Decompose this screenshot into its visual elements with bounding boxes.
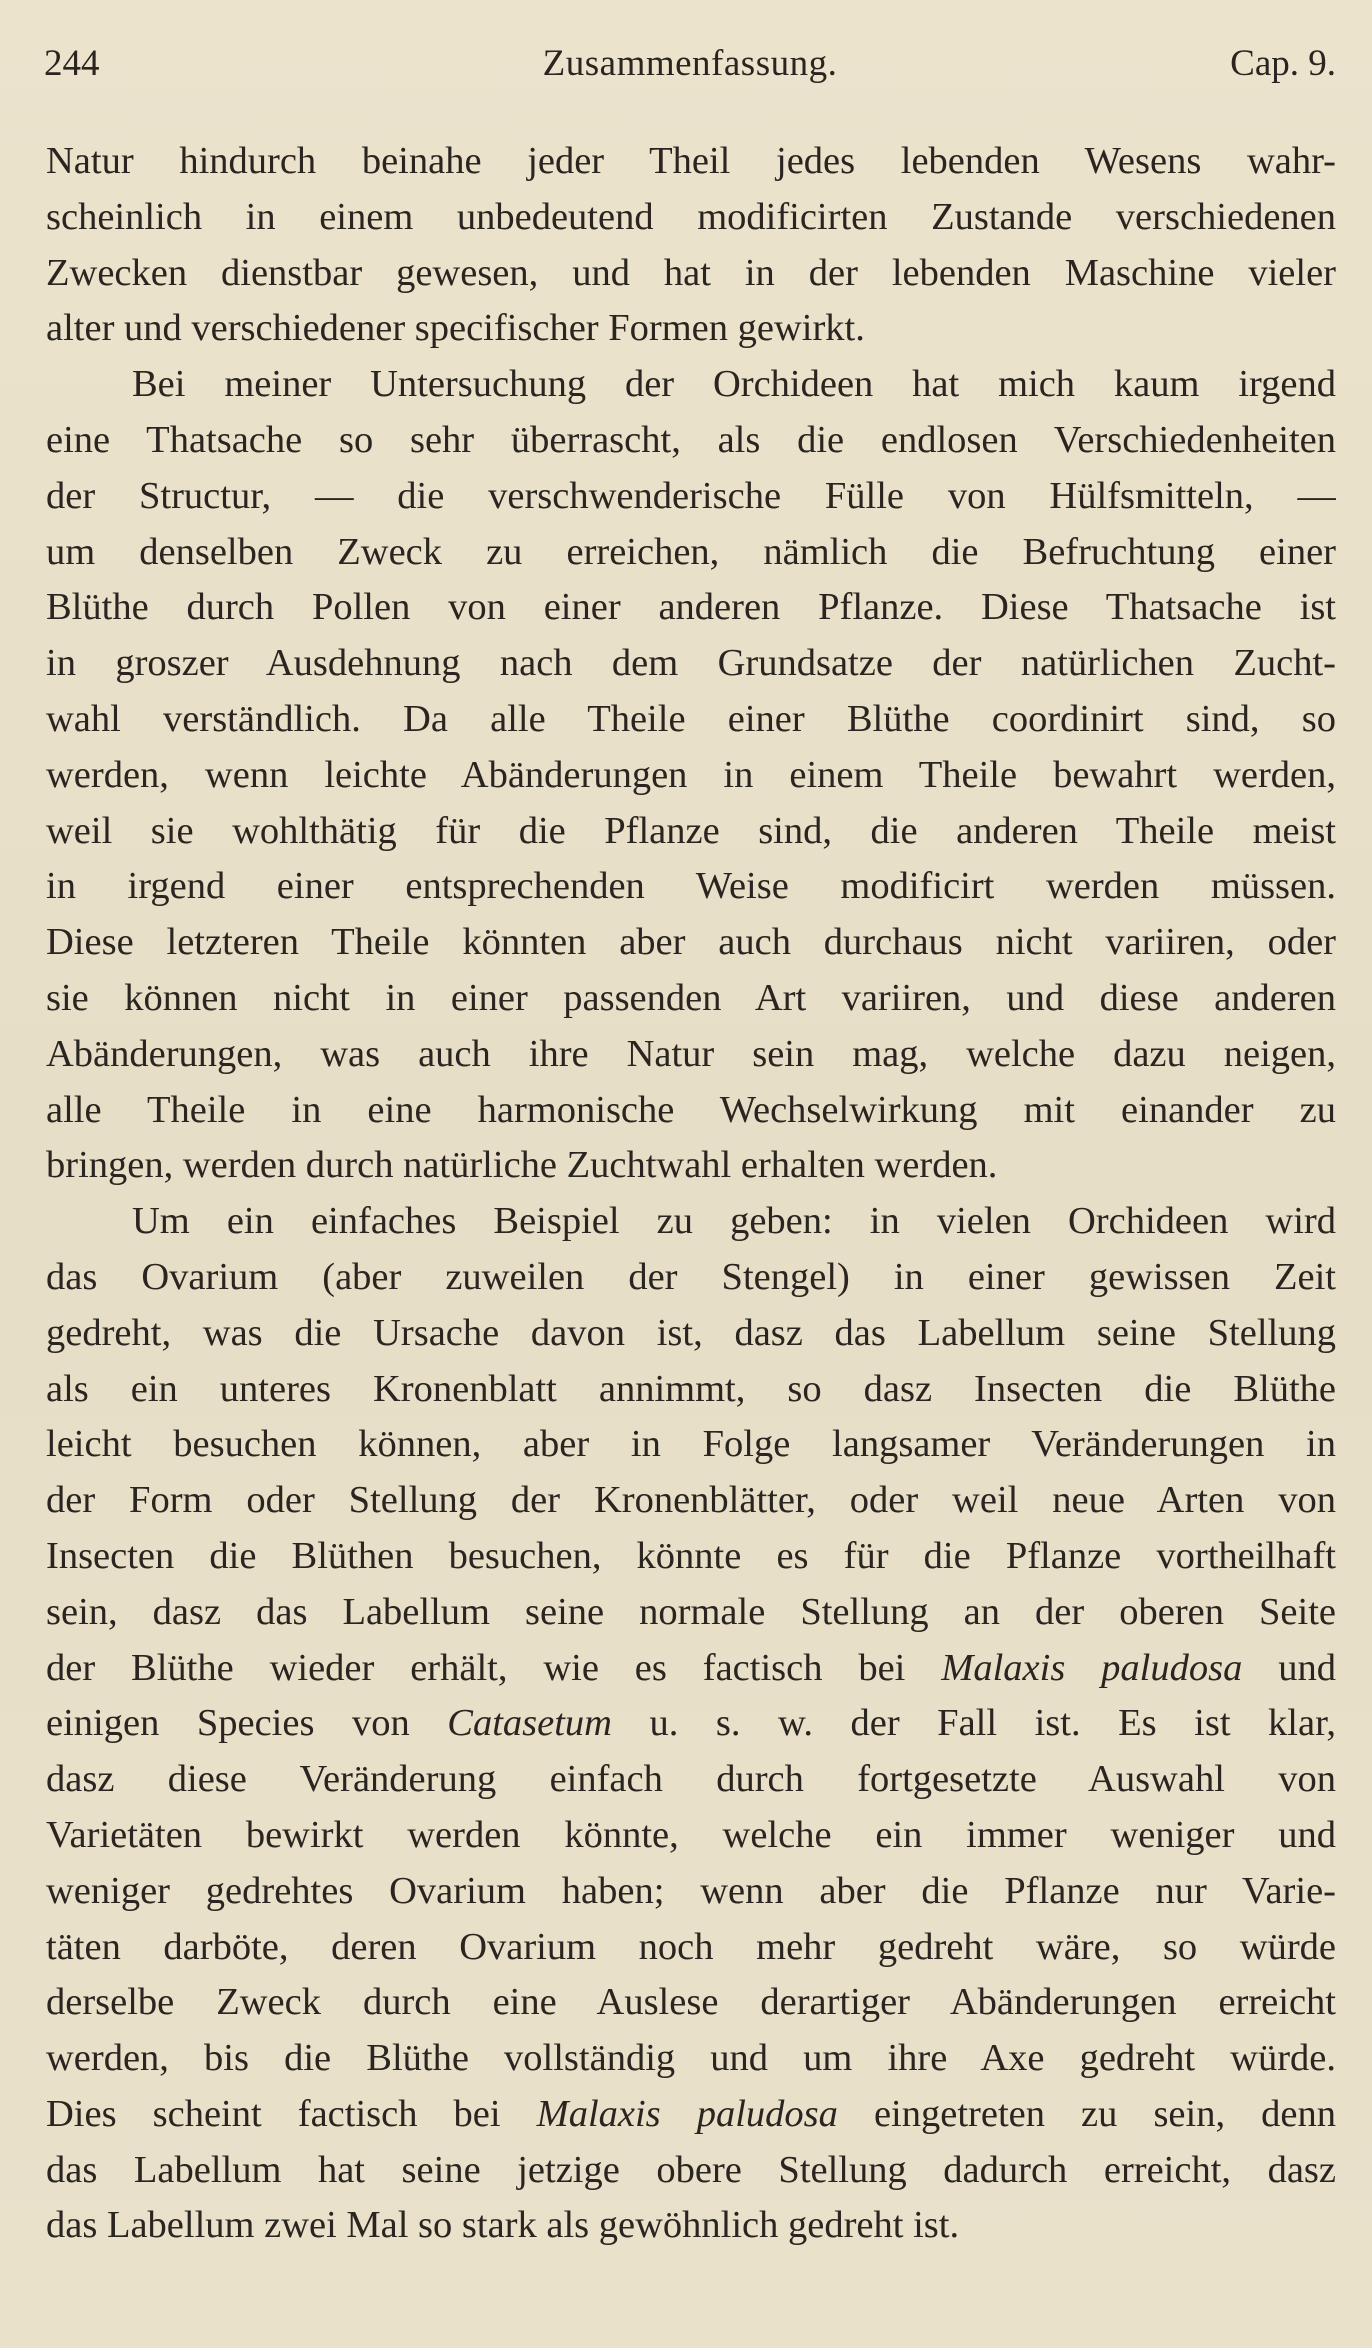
text-line: wahl verständlich. Da alle Theile einer Blüthe coordinirt sind, so: [46, 697, 1336, 740]
text-run: einigen Species von: [46, 1702, 448, 1745]
text-line: [46, 1696, 1336, 1752]
text-run: der Blüthe wieder erhält, wie es factisch bei: [46, 1646, 942, 1689]
page-number: 244: [44, 43, 100, 84]
text-line: in irgend einer entsprechenden Weise modificirt werden müssen.: [46, 865, 1336, 908]
text-line: [46, 1641, 1336, 1697]
text-line: der Form oder Stellung der Kronenblätter, oder weil neue Arten von: [46, 1479, 1336, 1522]
text-line: weil sie wohlthätig für die Pflanze sind, die anderen Theile meist: [46, 809, 1336, 852]
text-line: Insecten die Blüthen besuchen, könnte es für die Pflanze vortheilhaft: [46, 1534, 1336, 1577]
text-line: alle Theile in eine harmonische Wechselwirkung mit einander zu: [46, 1088, 1336, 1131]
text-line: scheinlich in einem unbedeutend modificirten Zustande verschiedenen: [46, 195, 1336, 238]
text-run: u. s. w. der Fall ist. Es ist klar,: [611, 1702, 1336, 1745]
text-line: täten darböte, deren Ovarium noch mehr gedreht wäre, so würde: [46, 1925, 1336, 1968]
text-line: Diese letzteren Theile könnten aber auch durchaus nicht variiren, oder: [46, 921, 1336, 964]
text-line: [46, 2087, 1336, 2143]
text-line: als ein unteres Kronenblatt annimmt, so dasz Insecten die Blüthe: [46, 1367, 1336, 1410]
text-line: Bei meiner Untersuchung der Orchideen hat mich kaum irgend: [132, 363, 1336, 406]
text-line: das Labellum hat seine jetzige obere Stellung dadurch erreicht, dasz: [46, 2148, 1336, 2191]
genus-name: Catasetum: [447, 1702, 612, 1745]
text-line: leicht besuchen können, aber in Folge langsamer Veränderungen in: [46, 1423, 1336, 1466]
text-line: sie können nicht in einer passenden Art variiren, und diese anderen: [46, 976, 1336, 1019]
text-line: der Structur, — die verschwenderische Fülle von Hülfsmitteln, —: [46, 474, 1336, 517]
text-line: Varietäten bewirkt werden könnte, welche ein immer weniger und: [46, 1813, 1336, 1856]
text-line: Zwecken dienstbar gewesen, und hat in der lebenden Maschine vieler: [46, 251, 1336, 294]
text-line: dasz diese Veränderung einfach durch fortgesetzte Auswahl von: [46, 1758, 1336, 1801]
running-title: Zusammenfassung.: [542, 43, 838, 84]
text-line: das Ovarium (aber zuweilen der Stengel) in einer gewissen Zeit: [46, 1255, 1336, 1298]
body-text: [46, 134, 1336, 2254]
text-line: Natur hindurch beinahe jeder Theil jedes lebenden Wesens wahr-: [46, 140, 1336, 182]
text-run: eingetreten zu sein, denn: [837, 2092, 1336, 2135]
text-line: Abänderungen, was auch ihre Natur sein mag, welche dazu neigen,: [46, 1032, 1336, 1075]
text-run: und: [1242, 1646, 1336, 1689]
text-line: Blüthe durch Pollen von einer anderen Pflanze. Diese Thatsache ist: [46, 586, 1336, 629]
text-line: sein, dasz das Labellum seine normale Stellung an der oberen Seite: [46, 1590, 1336, 1633]
text-line: in groszer Ausdehnung nach dem Grundsatze der natürlichen Zucht-: [46, 642, 1336, 685]
text-line: weniger gedrehtes Ovarium haben; wenn aber die Pflanze nur Varie-: [46, 1869, 1336, 1912]
chapter-label: Cap. 9.: [1230, 43, 1336, 84]
text-line: alter und verschiedener specifischer Formen gewirkt.: [46, 307, 865, 350]
text-line: gedreht, was die Ursache davon ist, dasz das Labellum seine Stellung: [46, 1311, 1336, 1354]
species-name: Malaxis paludosa: [941, 1646, 1243, 1689]
text-line: eine Thatsache so sehr überrascht, als die endlosen Verschiedenheiten: [46, 418, 1336, 461]
text-line: derselbe Zweck durch eine Auslese derartiger Abänderungen erreicht: [46, 1981, 1336, 2024]
text-line: um denselben Zweck zu erreichen, nämlich die Befruchtung einer: [46, 530, 1336, 573]
text-line: das Labellum zwei Mal so stark als gewöhnlich gedreht ist.: [46, 2204, 960, 2247]
text-run: Dies scheint factisch bei: [46, 2092, 537, 2135]
page-header: [44, 36, 1336, 92]
text-line: werden, wenn leichte Abänderungen in einem Theile bewahrt werden,: [46, 753, 1336, 796]
species-name: Malaxis paludosa: [536, 2092, 838, 2135]
text-line: Um ein einfaches Beispiel zu geben: in vielen Orchideen wird: [132, 1200, 1336, 1243]
text-line: bringen, werden durch natürliche Zuchtwahl erhalten werden.: [46, 1144, 998, 1187]
text-line: werden, bis die Blüthe vollständig und um ihre Axe gedreht würde.: [46, 2037, 1336, 2080]
